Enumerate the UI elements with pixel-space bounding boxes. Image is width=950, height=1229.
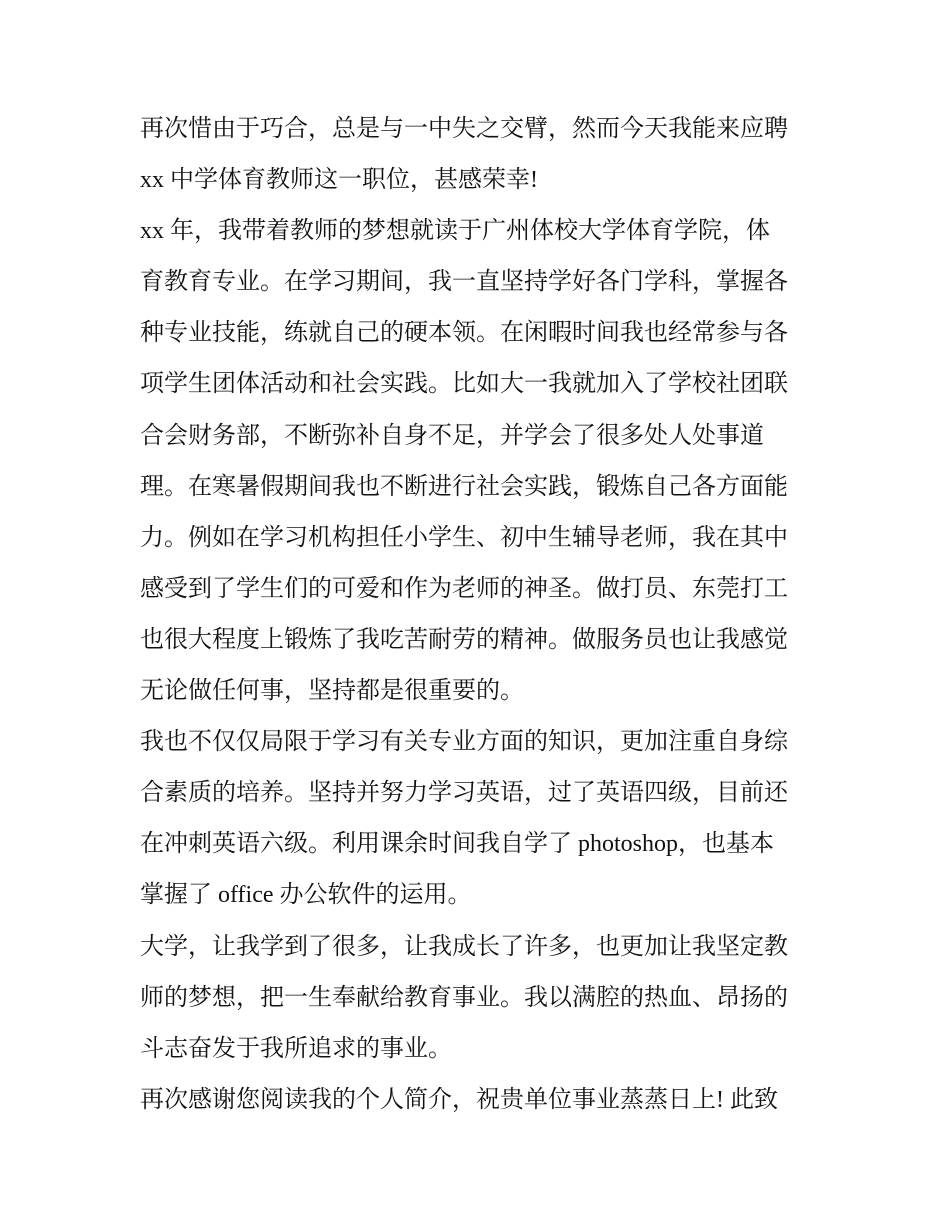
- text-line: 大学，让我学到了很多，让我成长了许多，也更加让我坚定教: [140, 933, 788, 960]
- text-line: 掌握了 office 办公软件的运用。: [140, 882, 472, 909]
- text-line: 理。在寒暑假期间我也不断进行社会实践，锻炼自己各方面能: [140, 473, 788, 500]
- text-line: xx 年，我带着教师的梦想就读于广州体校大学体育学院，体: [140, 218, 770, 245]
- text-line: 力。例如在学习机构担任小学生、初中生辅导老师，我在其中: [140, 524, 788, 551]
- text-line: 合会财务部，不断弥补自身不足，并学会了很多处人处事道: [140, 422, 764, 449]
- text-line: 种专业技能，练就自己的硬本领。在闲暇时间我也经常参与各: [140, 320, 788, 347]
- text-line: 也很大程度上锻炼了我吃苦耐劳的精神。做服务员也让我感觉: [140, 626, 788, 653]
- text-line: 师的梦想，把一生奉献给教育事业。我以满腔的热血、昂扬的: [140, 984, 788, 1011]
- text-line: 在冲刺英语六级。利用课余时间我自学了 photoshop，也基本: [140, 831, 775, 858]
- text-line: 育教育专业。在学习期间，我一直坚持学好各门学科，掌握各: [140, 269, 788, 296]
- document-body: [140, 104, 820, 1126]
- text-line: 合素质的培养。坚持并努力学习英语，过了英语四级，目前还: [140, 780, 788, 807]
- text-line: 再次惜由于巧合，总是与一中失之交臂，然而今天我能来应聘: [140, 116, 788, 142]
- text-line: 再次感谢您阅读我的个人简介，祝贵单位事业蒸蒸日上! 此致: [140, 1086, 778, 1113]
- text-line: 无论做任何事，坚持都是很重要的。: [140, 678, 524, 705]
- text-line: 斗志奋发于我所追求的事业。: [140, 1035, 452, 1062]
- text-line: 感受到了学生们的可爱和作为老师的神圣。做打员、东莞打工: [140, 575, 788, 602]
- text-line: 我也不仅仅局限于学习有关专业方面的知识，更加注重自身综: [140, 729, 788, 756]
- text-line: xx 中学体育教师这一职位，甚感荣幸!: [140, 167, 538, 194]
- text-line: 项学生团体活动和社会实践。比如大一我就加入了学校社团联: [140, 371, 788, 398]
